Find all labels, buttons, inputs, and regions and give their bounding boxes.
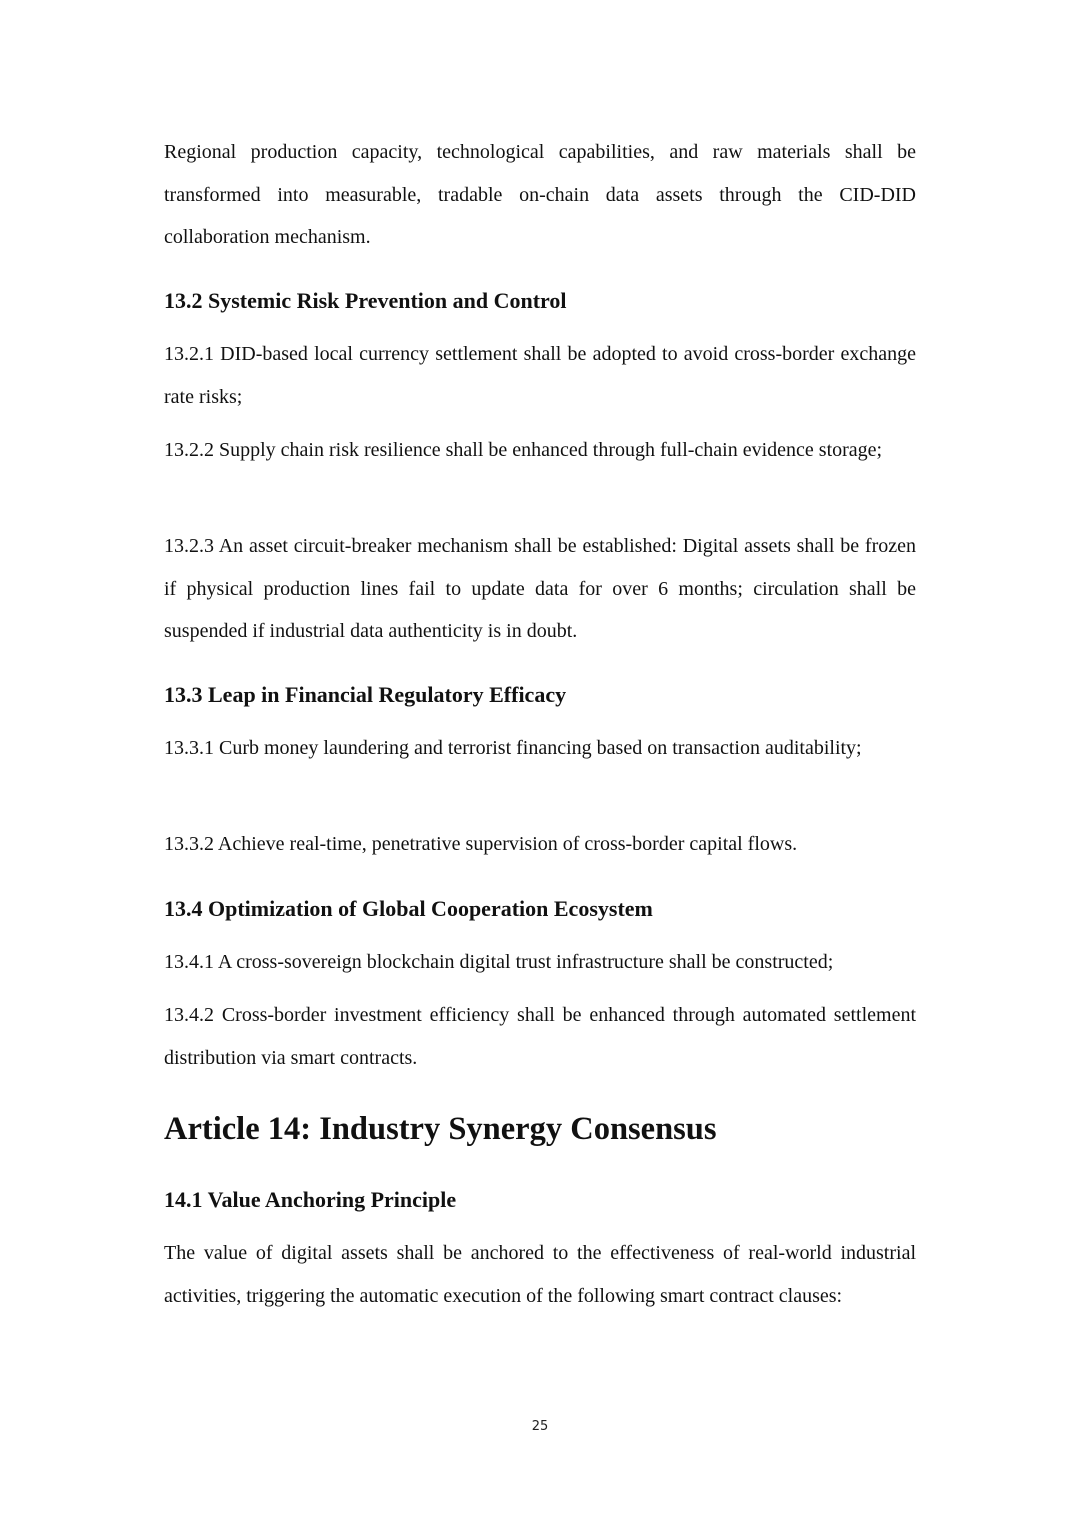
- section-heading-14-1: 14.1 Value Anchoring Principle: [164, 1187, 457, 1212]
- section-heading-13-4: 13.4 Optimization of Global Cooperation Ecosystem: [164, 896, 653, 921]
- page-number: 25: [531, 1419, 549, 1434]
- clause-13-2-2: 13.2.2 Supply chain risk resilience shall be enhanced through full-chain evidence storage;: [164, 439, 883, 461]
- clause-13-2-3: 13.2.3 An asset circuit-breaker mechanism shall be established: Digital assets shall be frozen if physical production lines fail to update data for over 6 months; circulation shall be suspended if industrial data authenticity is in doubt.: [164, 535, 916, 642]
- article-14-title: Article 14: Industry Synergy Consensus: [164, 1111, 717, 1147]
- clause-13-4-2: 13.4.2 Cross-border investment efficiency shall be enhanced through automated settlement distribution via smart contracts.: [164, 1004, 916, 1069]
- clause-13-3-1: 13.3.1 Curb money laundering and terrorist financing based on transaction auditability;: [164, 737, 862, 759]
- value-anchoring-paragraph: The value of digital assets shall be anchored to the effectiveness of real-world industrial activities, triggering the automatic execution of the following smart contract clauses:: [164, 1242, 916, 1307]
- section-heading-13-3: 13.3 Leap in Financial Regulatory Efficacy: [164, 682, 567, 707]
- clause-13-2-1: 13.2.1 DID-based local currency settlement shall be adopted to avoid cross-border exchange rate risks;: [164, 343, 916, 408]
- section-heading-13-2: 13.2 Systemic Risk Prevention and Control: [164, 288, 567, 313]
- intro-paragraph: Regional production capacity, technological capabilities, and raw materials shall be transformed into measurable, tradable on-chain data assets through the CID-DID collaboration mechanism.: [164, 141, 916, 248]
- clause-13-3-2: 13.3.2 Achieve real-time, penetrative supervision of cross-border capital flows.: [164, 833, 798, 855]
- clause-13-4-1: 13.4.1 A cross-sovereign blockchain digital trust infrastructure shall be constructed;: [164, 951, 834, 973]
